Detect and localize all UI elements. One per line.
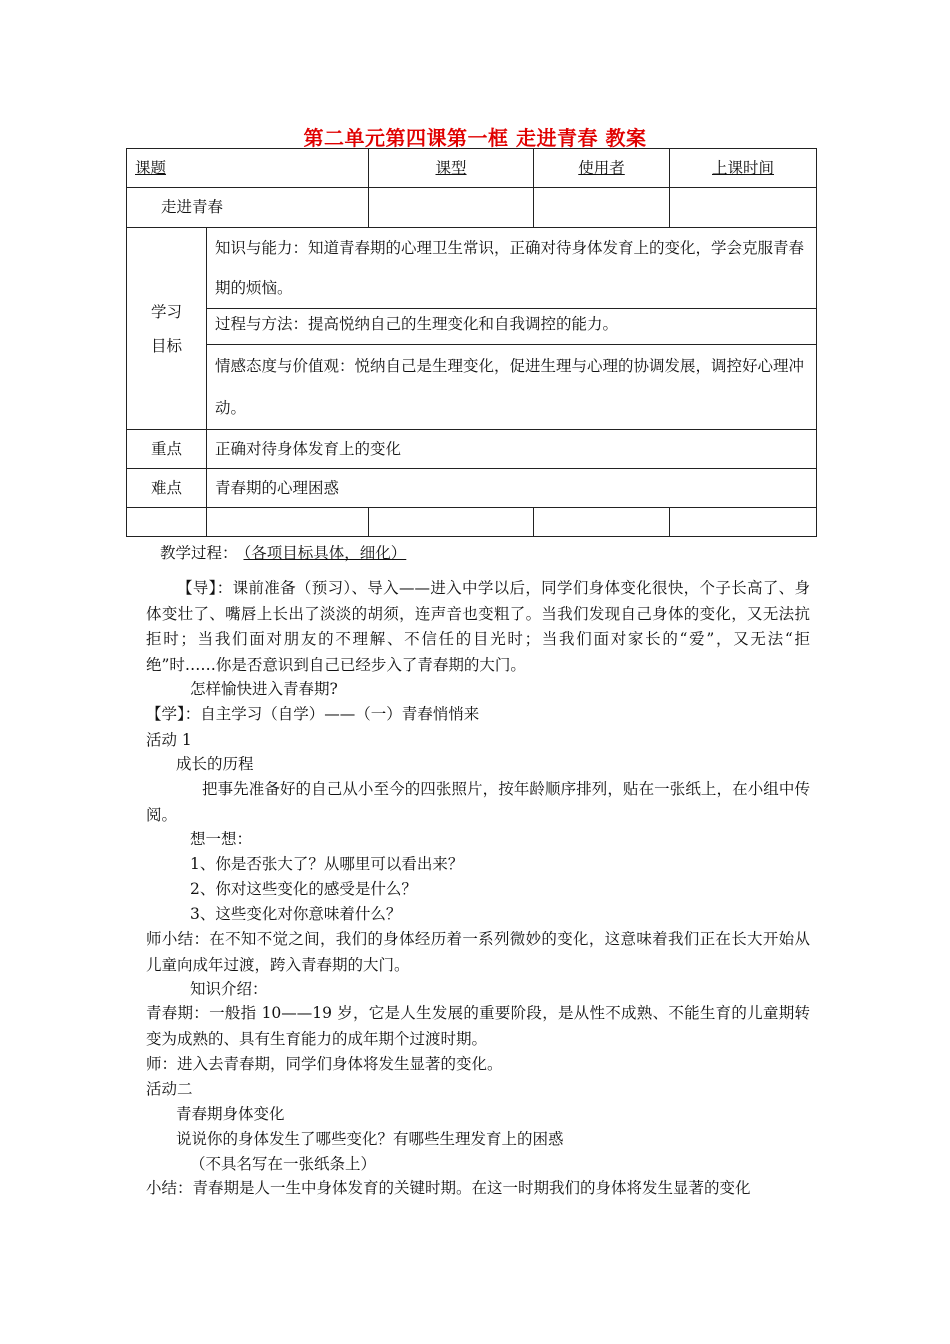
question-line: 怎样愉快进入青春期?	[190, 680, 338, 698]
activity2-heading: 活动二	[146, 1080, 193, 1098]
objective-attitude: 情感态度与价值观：悦纳自己是生理变化，促进生理与心理的协调发展，调控好心理冲动。	[207, 345, 817, 430]
objective-row-3	[127, 345, 817, 430]
difficulty-label: 难点	[127, 469, 207, 508]
question-2: 2、你对这些变化的感受是什么？	[190, 880, 417, 898]
key-label: 重点	[127, 430, 207, 469]
difficulty-text: 青春期的心理困惑	[207, 469, 817, 508]
key-row	[127, 430, 817, 469]
key-text: 正确对待身体发育上的变化	[207, 430, 817, 469]
difficulty-row	[127, 469, 817, 508]
body-change-heading: 青春期身体变化	[176, 1105, 285, 1123]
talk-prompt: 说说你的身体发生了哪些变化？有哪些生理发育上的困惑	[176, 1130, 564, 1148]
knowledge-heading: 知识介绍：	[190, 980, 268, 998]
photos-paragraph: 把事先准备好的自己从小至今的四张照片，按年龄顺序排列，贴在一张纸上，在小组中传阅。	[146, 780, 810, 824]
header-time: 上课时间	[670, 149, 817, 188]
question-1: 1、你是否张大了？从哪里可以看出来？	[190, 855, 464, 873]
header-user: 使用者	[534, 149, 670, 188]
topic-row	[127, 188, 817, 228]
lesson-plan-table	[126, 148, 817, 537]
summary-line: 小结：青春期是人一生中身体发育的关键时期。在这一时期我们的身体将发生显著的变化	[146, 1179, 751, 1197]
anonymous-note: （不具名写在一张纸条上）	[190, 1155, 377, 1173]
intro-paragraph: 【导】：课前准备（预习）、导入——进入中学以后，同学们身体变化很快，个子长高了、身体变壮了、嘴唇上长出了淡淡的胡须，连声音也变粗了。当我们发现自己身体的变化，又无法抗拒时；当我们面对朋友的不理解、不信任的目光时；当我们面对家长的“爱”，又无法“拒绝”时……你是否意识到自己已经步入了青春期的大门。	[146, 579, 810, 674]
objective-row-1	[127, 228, 817, 309]
activity1-heading: 活动 1	[146, 731, 192, 749]
puberty-definition: 青春期：一般指 10——19 岁，它是人生发展的重要阶段，是从性不成熟、不能生育的儿童期转变为成熟的、具有生育能力的成年期个过渡时期。	[146, 1004, 810, 1048]
objective-process: 过程与方法：提高悦纳自己的生理变化和自我调控的能力。	[207, 309, 817, 345]
objectives-label: 学习 目标	[127, 228, 207, 430]
teacher-summary: 师小结：在不知不觉之间，我们的身体经历着一系列微妙的变化，这意味着我们正在长大开始从儿童向成年过渡，跨入青春期的大门。	[146, 930, 810, 974]
process-heading: 教学过程： （各项目标具体，细化）	[160, 544, 407, 562]
header-row	[127, 149, 817, 188]
objective-row-2	[127, 309, 817, 345]
header-topic: 课题	[127, 149, 369, 188]
type-value	[369, 188, 534, 228]
objective-knowledge: 知识与能力：知道青春期的心理卫生常识，正确对待身体发育上的变化，学会克服青春期的烦恼。	[207, 228, 817, 309]
teacher-note: 师：进入去青春期，同学们身体将发生显著的变化。	[146, 1055, 503, 1073]
document-title: 第二单元第四课第一框 走进青春 教案	[303, 126, 647, 150]
header-type: 课型	[369, 149, 534, 188]
time-value	[670, 188, 817, 228]
study-heading: 【学】：自主学习（自学）——（一）青春悄悄来	[146, 705, 480, 723]
topic-value: 走进青春	[127, 188, 369, 228]
growth-heading: 成长的历程	[176, 755, 254, 773]
think-heading: 想一想：	[190, 830, 253, 848]
question-3: 3、这些变化对你意味着什么？	[190, 905, 402, 923]
user-value	[534, 188, 670, 228]
blank-row	[127, 508, 817, 537]
